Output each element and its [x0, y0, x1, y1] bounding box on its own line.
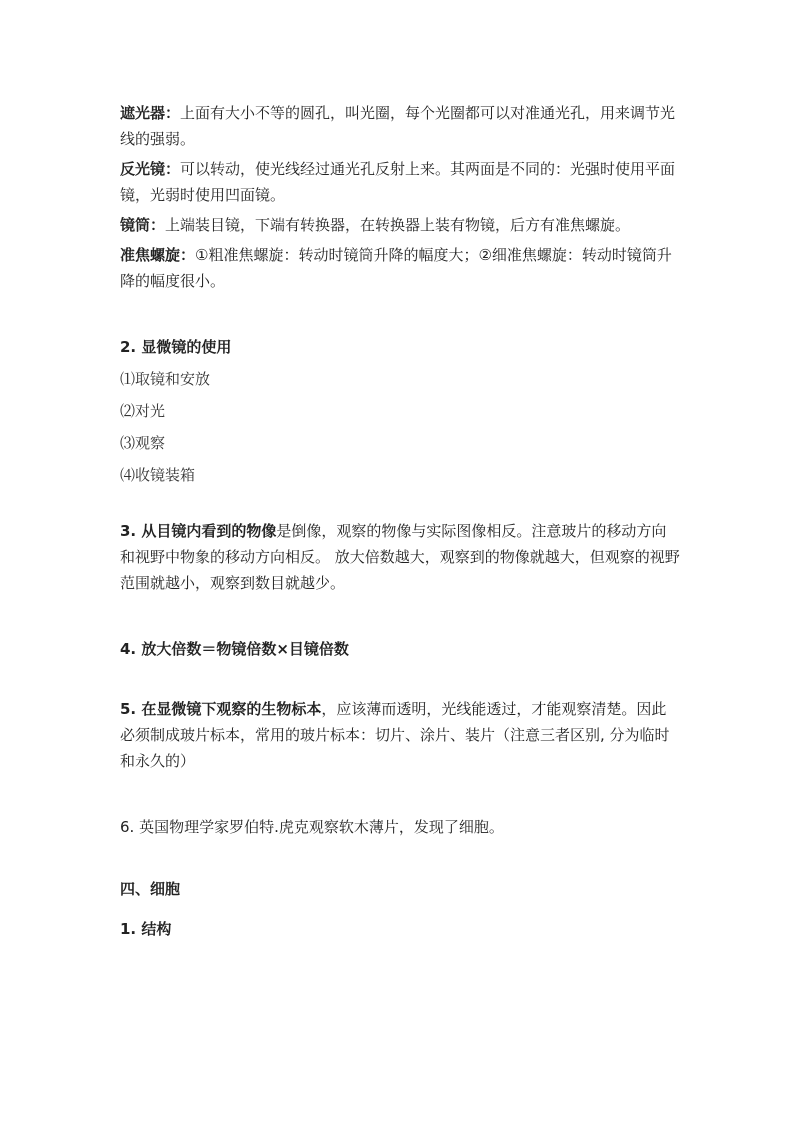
section-heading-cell: 四、细胞 [120, 880, 181, 898]
section-5-text: ，应该薄而透明，光线能透过，才能观察清楚。因此必须制成玻片标本，常用的玻片标本：切片、涂片、装片（注意三者区别, 分为临时和永久的） [120, 700, 670, 770]
section-6-paragraph: 6. 英国物理学家罗伯特.虎克观察软木薄片，发现了细胞。 [120, 818, 504, 836]
text-focus-knob: ①粗准焦螺旋：转动时镜筒升降的幅度大；②细准焦螺旋：转动时镜筒升降的幅度很小。 [120, 246, 672, 290]
term-focus-knob: 准焦螺旋： [120, 246, 196, 264]
section-2-heading: 2. 显微镜的使用 [120, 338, 232, 356]
term-diaphragm: 遮光器： [120, 104, 181, 122]
definition-tube [120, 212, 680, 238]
list-item: ⑵对光 [120, 402, 166, 420]
definition-diaphragm [120, 100, 680, 152]
list-item: ⑷收镜装箱 [120, 466, 196, 484]
term-mirror: 反光镜： [120, 160, 181, 178]
document-page [120, 100, 680, 942]
list-item: ⑶观察 [120, 434, 166, 452]
section-3-paragraph [120, 518, 680, 596]
text-diaphragm: 上面有大小不等的圆孔，叫光圈，每个光圈都可以对准通光孔，用来调节光线的强弱。 [120, 104, 676, 148]
definition-mirror [120, 156, 680, 208]
section-3-text: 是倒像，观察的物像与实际图像相反。注意玻片的移动方向和视野中物象的移动方向相反。 放大倍数越大，观察到的物像就越大，但观察的视野范围就越小，观察到数目就越少。 [120, 522, 680, 592]
section-3-lead: 3. 从目镜内看到的物像 [120, 522, 277, 540]
subsection-structure: 1. 结构 [120, 920, 172, 938]
list-item: ⑴取镜和安放 [120, 370, 211, 388]
section-4-heading: 4. 放大倍数＝物镜倍数×目镜倍数 [120, 640, 349, 658]
term-tube: 镜筒： [120, 216, 166, 234]
definition-focus-knob [120, 242, 680, 294]
text-tube: 上端装目镜，下端有转换器，在转换器上装有物镜，后方有准焦螺旋。 [165, 216, 631, 234]
text-mirror: 可以转动，使光线经过通光孔反射上来。其两面是不同的：光强时使用平面镜，光弱时使用凹面镜。 [120, 160, 676, 204]
section-5-lead: 5. 在显微镜下观察的生物标本 [120, 700, 322, 718]
section-5-paragraph [120, 696, 680, 774]
